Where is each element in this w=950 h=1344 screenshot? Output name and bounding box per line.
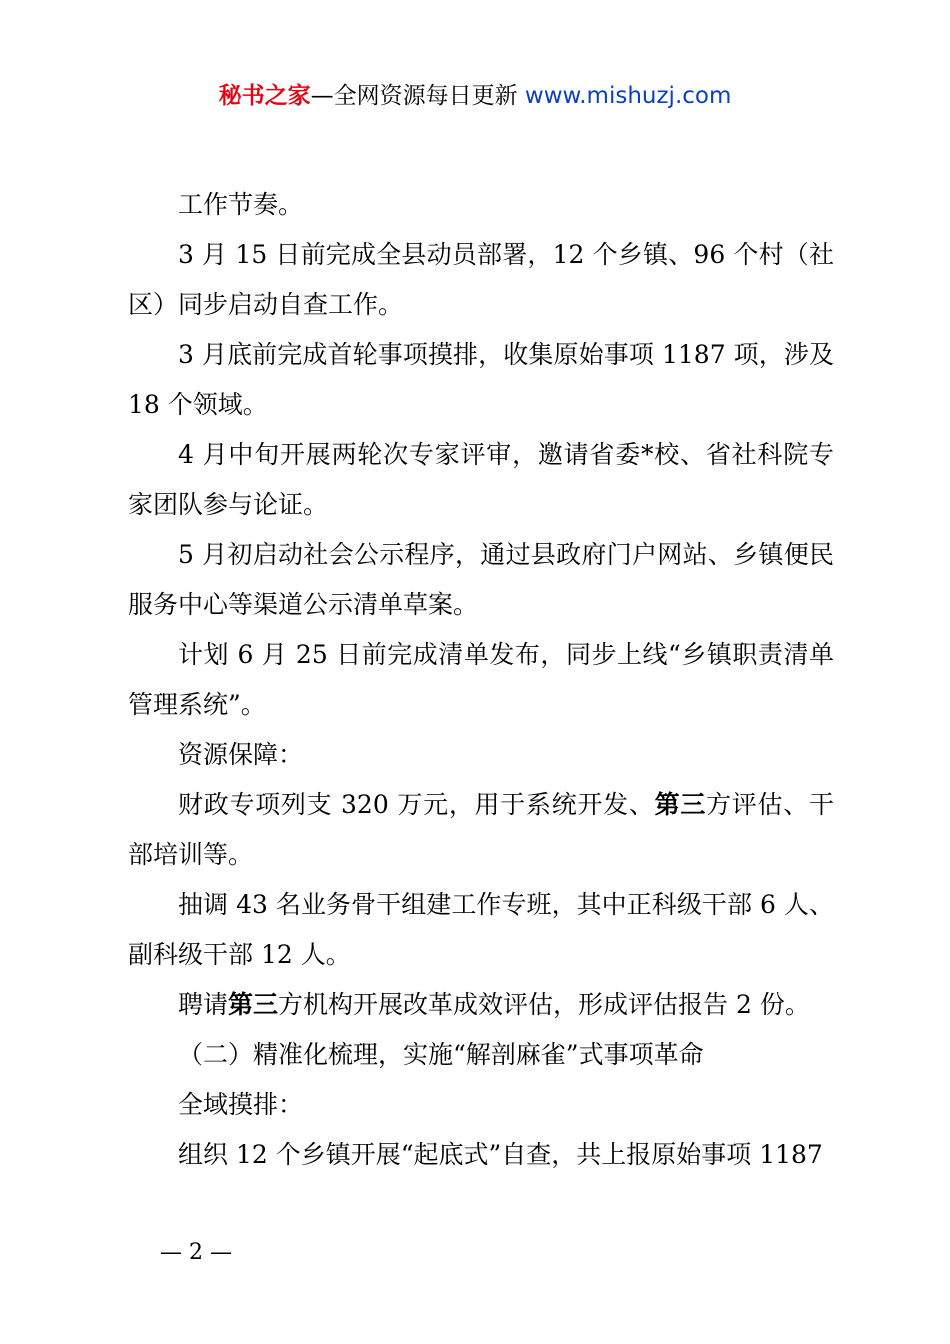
paragraph-resource-heading: 资源保障：: [178, 740, 304, 769]
section-heading: （二）精准化梳理，实施“解剖麻雀”式事项革命: [178, 1040, 704, 1069]
paragraph-5: 5 月初启动社会公示程序，通过县政府门户网站、乡镇便民服务中心等渠道公示清单草案。: [128, 540, 834, 619]
site-banner: [0, 80, 950, 112]
paragraph-last: 组织 12 个乡镇开展“起底式”自查，共上报原始事项 1187: [178, 1140, 823, 1169]
paragraph-funding: [128, 780, 834, 880]
banner-brand: 秘书之家: [218, 83, 311, 109]
hire-text-pre: 聘请: [178, 990, 229, 1019]
paragraph-staff: 抽调 43 名业务骨干组建工作专班，其中正科级干部 6 人、副科级干部 12 人。: [128, 890, 834, 969]
paragraph-2: 3 月 15 日前完成全县动员部署，12 个乡镇、96 个村（社区）同步启动自查工作。: [128, 240, 834, 319]
funding-text-post: 方评估、干部培训等。: [128, 790, 834, 869]
hire-text-post: 方机构开展改革成效评估，形成评估报告 2 份。: [278, 990, 810, 1019]
paragraph-6: 计划 6 月 25 日前完成清单发布，同步上线“乡镇职责清单管理系统”。: [128, 640, 834, 719]
funding-text-bold: 第三: [654, 790, 707, 819]
hire-text-bold: 第三: [228, 990, 279, 1019]
paragraph-survey-label: 全域摸排：: [178, 1090, 304, 1119]
paragraph-1: 工作节奏。: [178, 190, 304, 219]
paragraph-3: 3 月底前完成首轮事项摸排，收集原始事项 1187 项，涉及 18 个领域。: [128, 340, 834, 419]
page-number: — 2 —: [160, 1240, 232, 1265]
paragraph-hire: [128, 980, 834, 1030]
banner-url-link[interactable]: www.mishuzj.com: [524, 83, 732, 109]
banner-tagline: —全网资源每日更新: [310, 83, 518, 109]
document-body: [128, 180, 834, 1180]
paragraph-4: 4 月中旬开展两轮次专家评审，邀请省委*校、省社科院专家团队参与论证。: [128, 440, 834, 519]
funding-text-pre: 财政专项列支 320 万元，用于系统开发、: [178, 790, 655, 819]
